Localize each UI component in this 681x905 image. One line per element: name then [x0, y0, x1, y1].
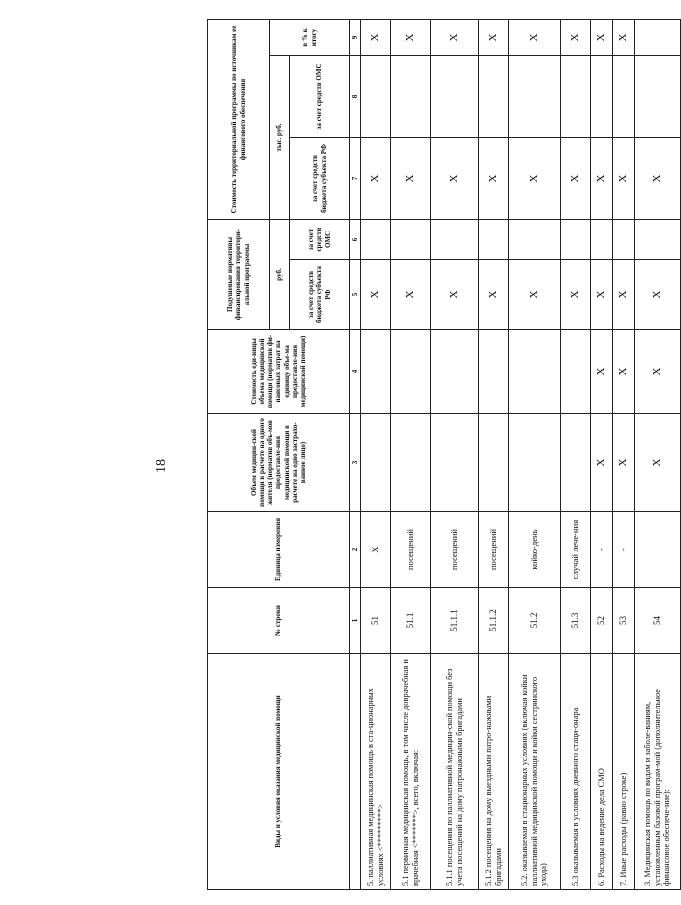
row-number: 51 [361, 588, 391, 654]
row-percent: Х [509, 19, 561, 55]
row-name: 5.3 оказываемая в условиях дневного стаци-онара [561, 654, 591, 890]
row-budget-rub: Х [431, 260, 479, 330]
header-per-capita-norms: Подушевые нормативы финансирования территори-альной программы [208, 219, 270, 329]
row-volume [431, 414, 479, 512]
table-body [361, 19, 681, 889]
row-percent: Х [613, 19, 635, 55]
row-number: 51.2 [509, 588, 561, 654]
header-thous-rub: тыс. руб. [270, 55, 290, 219]
column-number-cell: 1 [350, 588, 361, 654]
column-number-cell: 3 [350, 414, 361, 512]
row-budget-rub: Х [635, 260, 681, 330]
row-unit-cost [361, 330, 391, 414]
column-numbers-row [350, 19, 361, 889]
row-name: 5. паллиативная медицинская помощь в ста-ционарных условиях <*********> [361, 654, 391, 890]
row-name: 5.1.2 посещения на дому выездными патро-нажными бригадами [479, 654, 509, 890]
row-oms-rub [613, 219, 635, 259]
row-percent: Х [361, 19, 391, 55]
table-row [635, 19, 681, 889]
row-percent: Х [479, 19, 509, 55]
row-number: 51.1.1 [431, 588, 479, 654]
row-oms-rub [361, 219, 391, 259]
table-row [613, 19, 635, 889]
row-oms-rub [635, 219, 681, 259]
rotated-table-wrapper [207, 20, 672, 890]
row-budget-thous: Х [561, 137, 591, 219]
column-number-cell: 5 [350, 260, 361, 330]
header-types: Виды и условия оказания медицинской помощи [208, 654, 350, 890]
row-budget-rub: Х [509, 260, 561, 330]
row-budget-rub: Х [613, 260, 635, 330]
row-budget-thous: Х [591, 137, 613, 219]
header-row-number: № строки [208, 588, 350, 654]
table-row [431, 19, 479, 889]
column-number-cell: 4 [350, 330, 361, 414]
row-unit-cost: Х [591, 330, 613, 414]
page-number: 18 [154, 459, 169, 473]
row-oms-thous [509, 55, 561, 137]
row-unit: посещений [479, 512, 509, 588]
row-percent [635, 19, 681, 55]
row-name: 3. Медицинская помощь по видам и заболе-ваниям, установленным базовой програм-мой (дополнительное финансовое обеспече-ние): [635, 654, 681, 890]
row-unit: - [591, 512, 613, 588]
row-name: 6. Расходы на ведение дела СМО [591, 654, 613, 890]
row-volume [561, 414, 591, 512]
row-unit-cost [509, 330, 561, 414]
row-oms-rub [391, 219, 431, 259]
column-number-cell: 7 [350, 137, 361, 219]
row-unit-cost [561, 330, 591, 414]
table-row [561, 19, 591, 889]
row-number: 51.1.2 [479, 588, 509, 654]
row-unit: посещений [391, 512, 431, 588]
row-oms-thous [391, 55, 431, 137]
table-row [361, 19, 391, 889]
row-unit: посещений [431, 512, 479, 588]
row-volume [391, 414, 431, 512]
row-budget-thous: Х [613, 137, 635, 219]
row-budget-thous: Х [361, 137, 391, 219]
row-oms-thous [591, 55, 613, 137]
row-oms-thous [361, 55, 391, 137]
header-budget-rub: за счет средств бюджета субъекта РФ [290, 260, 350, 330]
row-unit-cost [391, 330, 431, 414]
row-oms-thous [561, 55, 591, 137]
row-volume: Х [635, 414, 681, 512]
header-budget-thous: за счет средств бюджета субъекта РФ [290, 137, 350, 219]
row-budget-thous: Х [635, 137, 681, 219]
row-unit: - [613, 512, 635, 588]
header-unit-cost: Стоимость еди-ницы объема медицинской помощи (норматив фи-нансовых затрат на единицу объе-ма предоставле-ния медицинской помощи) [208, 330, 350, 414]
row-unit-cost: Х [635, 330, 681, 414]
row-unit-cost: Х [613, 330, 635, 414]
header-percent: в % к итогу [270, 19, 350, 55]
row-unit-cost [479, 330, 509, 414]
row-number: 54 [635, 588, 681, 654]
header-oms-thous: за счет средств ОМС [290, 55, 350, 137]
row-volume [361, 414, 391, 512]
column-number-cell: 9 [350, 19, 361, 55]
table-row [391, 19, 431, 889]
column-number-cell: 6 [350, 219, 361, 259]
financing-table [207, 19, 681, 890]
row-budget-thous: Х [391, 137, 431, 219]
row-budget-thous: Х [431, 137, 479, 219]
row-name: 7. Иные расходы (равно строке) [613, 654, 635, 890]
row-oms-thous [635, 55, 681, 137]
row-number: 52 [591, 588, 613, 654]
row-oms-thous [613, 55, 635, 137]
row-volume [509, 414, 561, 512]
row-budget-rub: Х [591, 260, 613, 330]
row-budget-thous: Х [509, 137, 561, 219]
row-budget-rub: Х [561, 260, 591, 330]
row-oms-rub [509, 219, 561, 259]
row-percent: Х [431, 19, 479, 55]
row-oms-rub [591, 219, 613, 259]
row-number: 51.3 [561, 588, 591, 654]
header-program-cost: Стоимость территориальной программы по источникам ее финансового обеспечения [208, 19, 270, 219]
header-rub: руб. [270, 219, 290, 329]
row-unit [635, 512, 681, 588]
row-volume [479, 414, 509, 512]
row-oms-rub [431, 219, 479, 259]
row-oms-thous [479, 55, 509, 137]
row-oms-rub [479, 219, 509, 259]
row-volume: Х [613, 414, 635, 512]
row-unit-cost [431, 330, 479, 414]
row-name: 5.2. оказываемая в стационарных условиях (включая койки паллиативной медицинской помощи и койки сестринского ухода) [509, 654, 561, 890]
row-name: 5.1.1 посещения по паллиативной медицин-ской помощи без учета посещений на дому патронажными бригадами [431, 654, 479, 890]
row-unit: Х [361, 512, 391, 588]
column-number-cell: 8 [350, 55, 361, 137]
header-unit: Единица измерения [208, 512, 350, 588]
row-budget-rub: Х [479, 260, 509, 330]
row-name: 5.1 первичная медицинская помощь, в том числе доврачебная и врачебная <*******>, всего, включая: [391, 654, 431, 890]
row-oms-thous [431, 55, 479, 137]
column-number-cell [350, 654, 361, 890]
header-volume: Объем медицин-ской помощи в расчете на одного жителя (норматив объ-мов предоставле-ния медицинской помощи в расчете на одно застрахо-ванное лицо) [208, 414, 350, 512]
table-row [591, 19, 613, 889]
row-unit: койко-день [509, 512, 561, 588]
table-row [509, 19, 561, 889]
row-number: 53 [613, 588, 635, 654]
header-oms-rub: за счет средств ОМС [290, 219, 350, 259]
column-number-cell: 2 [350, 512, 361, 588]
table-row [479, 19, 509, 889]
row-volume: Х [591, 414, 613, 512]
row-budget-rub: Х [361, 260, 391, 330]
row-number: 51.1 [391, 588, 431, 654]
row-unit: случай лече-ния [561, 512, 591, 588]
row-percent: Х [591, 19, 613, 55]
row-percent: Х [391, 19, 431, 55]
row-budget-rub: Х [391, 260, 431, 330]
row-budget-thous: Х [479, 137, 509, 219]
row-oms-rub [561, 219, 591, 259]
row-percent: Х [561, 19, 591, 55]
